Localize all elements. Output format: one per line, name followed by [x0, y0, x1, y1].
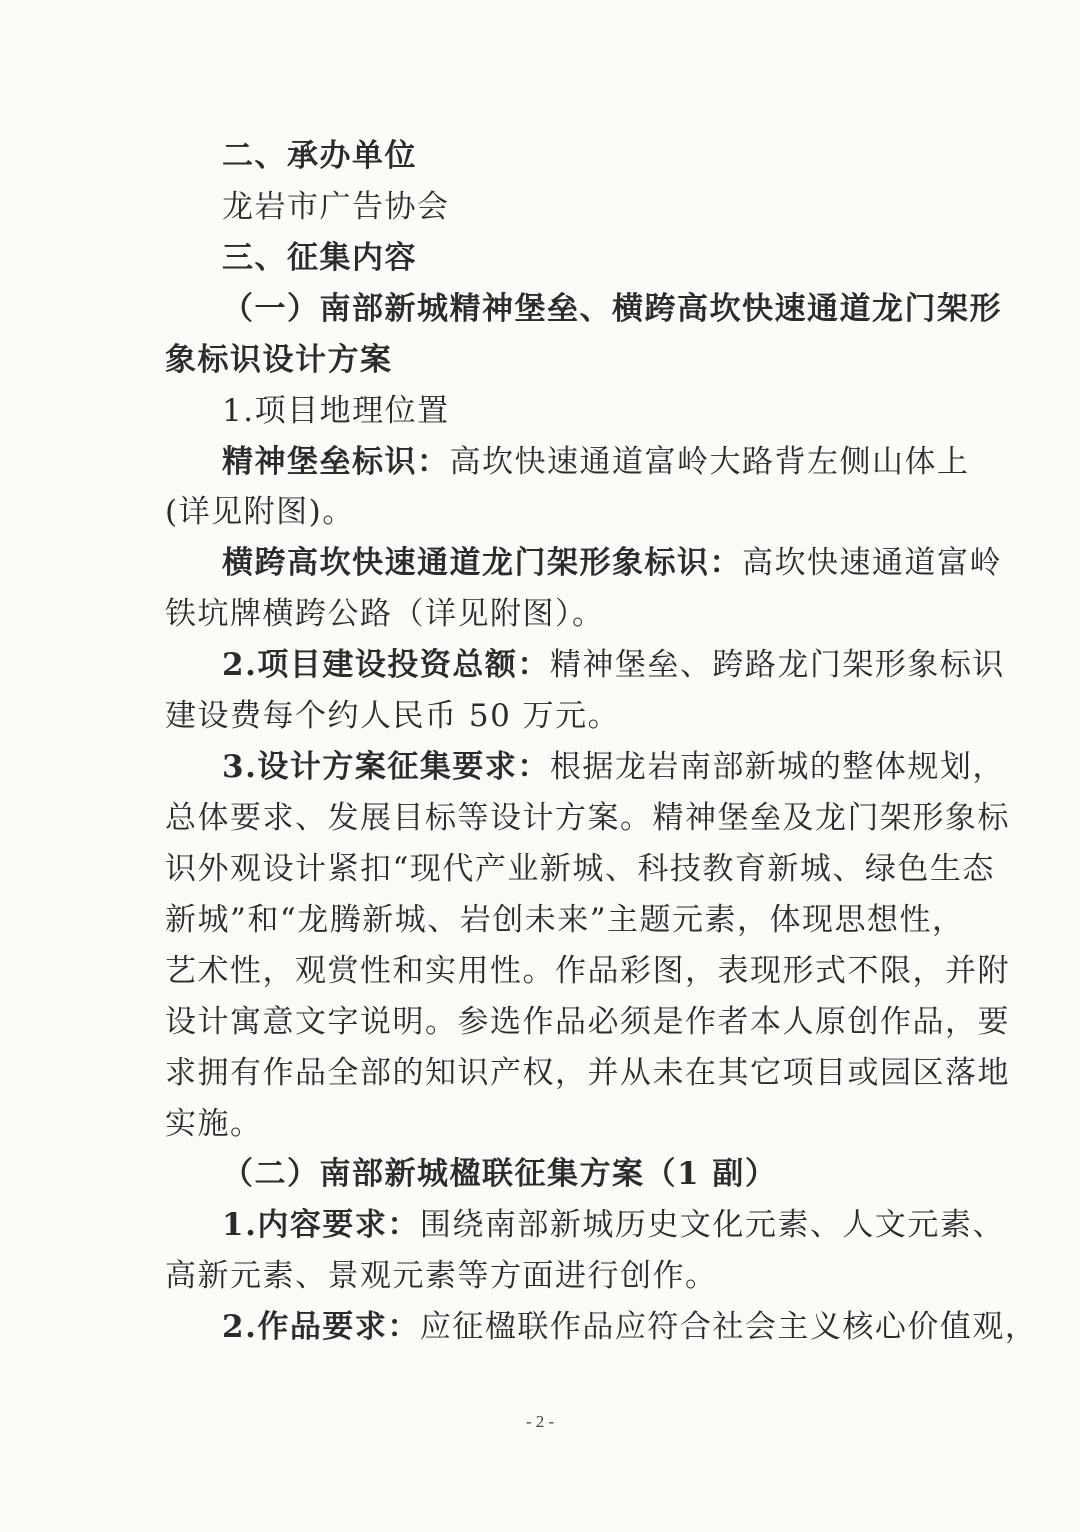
- item-3-line-7: 求拥有作品全部的知识产权，并从未在其它项目或园区落地: [165, 1055, 1010, 1091]
- location-1-label: 精神堡垒标识：: [222, 444, 450, 480]
- item-3-label: 3.设计方案征集要求：: [222, 749, 550, 785]
- item-3-line-3: 识外观设计紧扣“现代产业新城、科技教育新城、绿色生态: [165, 851, 995, 887]
- location-1-text: 高坎快速通道富岭大路背左侧山体上: [449, 444, 970, 480]
- location-2-text: 高坎快速通道富岭: [742, 545, 1002, 581]
- s2-item-1-cont: 高新元素、景观元素等方面进行创作。: [165, 1258, 718, 1294]
- heading-content: 三、征集内容: [222, 240, 417, 276]
- location-2-label: 横跨高坎快速通道龙门架形象标识：: [222, 545, 742, 581]
- section-1-title-line-1: （一）南部新城精神堡垒、横跨高坎快速通道龙门架形: [222, 291, 1002, 327]
- s2-item-2-line: [222, 1307, 1038, 1347]
- page-number: - 2 -: [525, 1412, 555, 1431]
- location-1-cont: (详见附图)。: [165, 494, 355, 530]
- item-2-cont: 建设费每个约人民币 50 万元。: [165, 698, 621, 734]
- location-1-line: [222, 442, 982, 482]
- item-3-text: 根据龙岩南部新城的整体规划，: [549, 749, 1005, 785]
- location-2-cont: 铁坑牌横跨公路（详见附图）。: [165, 596, 605, 632]
- item-3-line-2: 总体要求、发展目标等设计方案。精神堡垒及龙门架形象标: [165, 800, 1010, 836]
- section-2-title: （二）南部新城楹联征集方案（1 副）: [222, 1156, 778, 1192]
- item-3-line-6: 设计寓意文字说明。参选作品必须是作者本人原创作品，要: [165, 1004, 1010, 1040]
- item-3-line: [222, 747, 1005, 787]
- item-3-line-4: 新城”和“龙腾新城、岩创未来”主题元素，体现思想性，: [165, 902, 965, 938]
- section-1-title-line-2: 象标识设计方案: [165, 342, 393, 378]
- item-3-line-5: 艺术性，观赏性和实用性。作品彩图，表现形式不限，并附: [165, 953, 1010, 989]
- organizer-name: 龙岩市广告协会: [222, 189, 450, 225]
- s2-item-2-text: 应征楹联作品应符合社会主义核心价值观，: [419, 1309, 1038, 1345]
- location-2-line: [222, 543, 1002, 583]
- s2-item-2-label: 2.作品要求：: [222, 1309, 420, 1345]
- item-2-label: 2.项目建设投资总额：: [222, 647, 550, 683]
- s2-item-1-text: 围绕南部新城历史文化元素、人文元素、: [419, 1207, 1005, 1243]
- item-2-line: [222, 645, 1005, 685]
- item-3-line-8: 实施。: [165, 1106, 263, 1142]
- item-1-title: 1.项目地理位置: [222, 393, 450, 429]
- item-2-text: 精神堡垒、跨路龙门架形象标识: [549, 647, 1005, 683]
- heading-organizer: 二、承办单位: [222, 138, 417, 174]
- s2-item-1-label: 1.内容要求：: [222, 1207, 420, 1243]
- s2-item-1-line: [222, 1205, 1005, 1245]
